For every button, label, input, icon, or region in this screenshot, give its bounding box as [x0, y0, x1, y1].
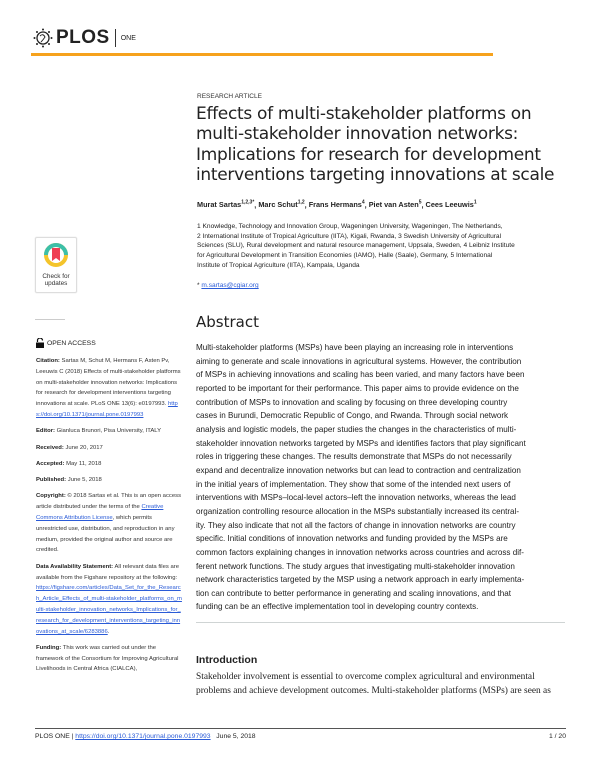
footer-journal: PLOS ONE |	[35, 733, 74, 740]
data-availability-end: .	[107, 628, 110, 635]
open-access-badge	[36, 338, 96, 348]
text-line: specific. Initial conditions of innovation networks and funding provided by the MSPs are	[196, 534, 508, 544]
copyright-label: Copyright:	[36, 493, 66, 500]
header-accent-rule	[31, 53, 493, 56]
editor	[36, 426, 182, 437]
author[interactable]	[426, 200, 477, 209]
received-label: Received:	[36, 444, 64, 451]
author-affil: 4	[361, 200, 365, 206]
text-line: interventions with MSPs–local-level actors–left the innovation networks, whereas the lead	[196, 493, 516, 503]
footer-date: June 5, 2018	[216, 733, 256, 740]
funding	[36, 643, 182, 675]
funding-text: This work was carried out under the framework of the Consortium for Improving Agricultural Livelihoods in Central Africa (CIALCA),	[36, 644, 179, 673]
author[interactable]	[258, 200, 304, 209]
author-name: Piet van Asten	[368, 200, 419, 210]
citation-text: Sartas M, Schut M, Hermans F, Asten Pv, Leeuwis C (2018) Effects of multi-stakeholder platforms on multi-stakeholder innovation networks: Implications for research for development interventions targeting innovations at scale. PLoS ONE 13(6): e0197993.	[36, 358, 181, 408]
open-access-label: OPEN ACCESS	[47, 339, 96, 347]
author[interactable]	[309, 200, 365, 209]
data-availability-text: All relevant data files are available from the Figshare repository at the following:	[36, 563, 179, 581]
sidebar-divider	[35, 319, 65, 320]
plos-logo-icon	[33, 28, 53, 48]
corresponding-email	[197, 282, 259, 289]
text-line: Stakeholder involvement is essential to overcome complex agricultural and environmental	[196, 672, 535, 682]
citation	[36, 356, 182, 421]
affiliations	[197, 222, 567, 271]
introduction-body	[196, 671, 551, 698]
text-line: problems and achieve development outcomes. Multi-stakeholder platforms (MSPs) are seen as	[196, 685, 551, 696]
copyright-text-end: , which permits unrestricted use, distribution, and reproduction in any medium, provided the original author and source are credited.	[36, 515, 175, 554]
text-line: analysis and logistic models, the paper studies the changes in the characteristics of multi-	[196, 424, 517, 434]
received-date: June 20, 2017	[65, 444, 103, 451]
email-link[interactable]: m.sartas@cgiar.org	[201, 282, 259, 289]
text-line: roles in triggering these changes. The results demonstrate that MSPs do not necessarily	[196, 452, 512, 462]
check-for-updates-button[interactable]	[35, 237, 77, 293]
logo-journal-text: ONE	[120, 34, 136, 42]
text-line: Institute of Tropical Agriculture (IITA), Kampala, Uganda	[197, 261, 360, 269]
author-name: Cees Leeuwis	[425, 200, 474, 210]
check-updates-line2: updates	[44, 280, 68, 287]
text-line: common factors explaining changes in innovation networks across countries and across dif-	[196, 547, 524, 557]
published-date: June 5, 2018	[67, 477, 102, 484]
footer-rule	[35, 728, 566, 729]
editor-text: Gianluca Brunori, Pisa University, ITALY	[56, 428, 162, 435]
plos-one-logo[interactable]	[33, 27, 136, 49]
footer-doi-link[interactable]: https://doi.org/10.1371/journal.pone.0197993	[75, 733, 211, 740]
text-line: for Agricultural Development in Transition Economies (IAMO), Halle (Saale), Germany, 5 International	[197, 252, 493, 260]
copyright	[36, 491, 182, 556]
text-line: aiming to generate and scale innovations in agricultural systems. However, the contribution	[196, 356, 522, 366]
citation-doi-link[interactable]: https://doi.org/10.1371/journal.pone.0197993	[36, 401, 178, 418]
article-info-sidebar	[36, 356, 182, 681]
corresponding-mark: *	[252, 200, 255, 206]
license-link[interactable]: Creative Commons Attribution License	[36, 504, 164, 522]
text-line: multi-stakeholder innovation networks:	[196, 124, 519, 145]
received	[36, 443, 182, 454]
text-line: cases in Burundi, Democratic Republic of Congo, and Rwanda. Through social network	[196, 411, 509, 421]
text-line: funding can be an effective implementation tool in developing country contexts.	[196, 602, 479, 612]
author-affil: 1,2	[297, 200, 305, 206]
author[interactable]	[197, 200, 254, 209]
text-line: Sciences (SLU), Rural development and natural resource management, Uppsala, Sweden, 4 Leibniz Institute	[197, 242, 515, 250]
page-number: 1 / 20	[548, 733, 566, 740]
logo-plos-text: PLOS	[56, 27, 110, 48]
email-prefix: *	[197, 282, 202, 289]
author-name: Frans Hermans	[308, 200, 362, 210]
accepted-date: May 11, 2018	[66, 460, 102, 467]
check-updates-line1: Check for	[42, 273, 70, 280]
accepted	[36, 459, 182, 470]
text-line: ity. They also indicate that not all the factors of change in innovation networks are country	[196, 520, 516, 530]
text-line: stakeholder innovation networks targeted by MSPs and identifies factors that play significant	[196, 438, 526, 448]
figshare-link[interactable]: https://figshare.com/articles/Data_Set_for_the_Research_Article_Effects_of_multi-stakeholder_platforms_on_multi-stakeholder_innovation_networks_Implications_for_research_for_development_interventions_targeting_innovations_at_scale/6283886	[36, 585, 182, 635]
author-name: Marc Schut	[258, 200, 298, 210]
author-name: Murat Sartas	[197, 200, 242, 210]
text-line: contribution of MSPs to innovation and scaling by focusing on three developing country	[196, 397, 508, 407]
abstract-body	[196, 341, 568, 614]
accepted-label: Accepted:	[36, 460, 65, 467]
article-type: RESEARCH ARTICLE	[197, 93, 262, 100]
introduction-heading: Introduction	[196, 654, 258, 666]
published-label: Published:	[36, 477, 67, 484]
data-availability	[36, 562, 182, 638]
text-line: network characteristics targeted by the MSP using a network approach in early implementa-	[196, 575, 525, 585]
text-line: expand and decentralize innovation networks but can lead to contraction and centralization	[196, 465, 521, 475]
text-line: organization controlling resource allocation in the MSPs substantially increased its central-	[196, 506, 520, 516]
text-line: interventions targeting innovations at scale	[196, 164, 555, 185]
text-line: Multi-stakeholder platforms (MSPs) have been playing an increasing role in interventions	[196, 343, 514, 352]
author-affil: 1,2,3	[241, 200, 253, 206]
author[interactable]	[369, 200, 422, 209]
page-footer	[35, 733, 566, 740]
author-affil: 1	[473, 200, 477, 206]
text-line: of MSPs in achieving innovations and scaling has been varied, and many factors have been	[196, 370, 525, 380]
text-line: Effects of multi-stakeholder platforms on	[196, 104, 532, 124]
text-line: Implications for research for development	[196, 144, 541, 165]
text-line: reported to be important for their performance. This paper aims to provide evidence on the	[196, 383, 519, 393]
abstract-heading: Abstract	[196, 313, 259, 331]
author-affil: 5	[418, 200, 422, 206]
copyright-text: © 2018 Sartas et al. This is an open access article distributed under the terms of the	[36, 493, 182, 511]
abstract-divider	[196, 622, 565, 623]
editor-label: Editor:	[36, 428, 55, 435]
text-line: ferent network functions. The study argues that investigating multi-stakeholder innovation	[196, 561, 515, 571]
published	[36, 475, 182, 486]
text-line: 1 Knowledge, Technology and Innovation Group, Wageningen University, Wageningen, The Netherlands,	[197, 223, 503, 230]
funding-label: Funding:	[36, 644, 62, 651]
text-line: in the initial years of implementation. They show that some of the intended next users of	[196, 479, 511, 489]
citation-label: Citation:	[36, 358, 60, 364]
open-lock-icon	[36, 338, 44, 348]
data-availability-label: Data Availability Statement:	[36, 563, 114, 570]
text-line: 2 International Institute of Tropical Agriculture (IITA), Kigali, Rwanda, 3 Swedish University of Agricultural	[197, 232, 502, 240]
article-title	[196, 104, 576, 185]
text-line: tion can contribute to better performance in generating and scaling innovations, and that	[196, 588, 511, 598]
logo-divider	[115, 29, 116, 47]
check-updates-icon	[43, 242, 69, 268]
author-list: Murat Sartas$^{1,2,3*}$, Marc Schut$^{1,2}$, Frans Hermans$^4$, Piet van Asten$^5$, Cees Leeuwis$^1$	[197, 200, 477, 210]
